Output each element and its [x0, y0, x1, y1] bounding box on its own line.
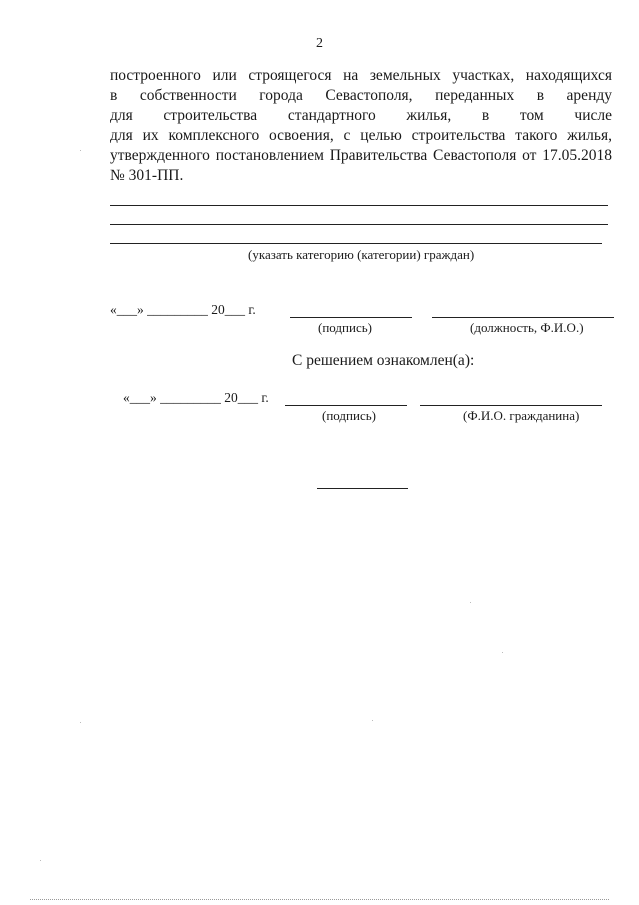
body-line: построенного или строящегося на земельных участках, находящихся — [110, 67, 612, 84]
body-line: для их комплексного освоения, с целью строительства такого жилья, — [110, 127, 612, 144]
scan-speck — [40, 860, 41, 861]
body-paragraph — [110, 66, 612, 186]
body-line: утвержденного постановлением Правительства Севастополя от 17.05.2018 — [110, 147, 612, 164]
scan-speck — [80, 722, 81, 723]
body-line: для строительства стандартного жилья, в том числе — [110, 107, 612, 124]
position-name-line — [432, 317, 614, 318]
body-line: в собственности города Севастополя, переданных в аренду — [110, 87, 612, 104]
scan-speck — [502, 652, 503, 653]
citizen-name-line — [420, 405, 602, 406]
signature-caption: (подпись) — [322, 408, 376, 423]
citizen-name-caption: (Ф.И.О. гражданина) — [463, 408, 580, 423]
scan-speck — [372, 720, 373, 721]
scan-edge — [30, 899, 609, 900]
fill-in-line — [110, 243, 602, 244]
end-separator — [317, 488, 408, 489]
signature-line — [290, 317, 412, 318]
decision-date: «___» _________ 20___ г. — [110, 302, 256, 317]
scan-speck — [80, 150, 81, 151]
signature-line — [285, 405, 407, 406]
body-line: № 301-ПП. — [110, 167, 184, 184]
position-name-caption: (должность, Ф.И.О.) — [470, 320, 584, 335]
acknowledgment-heading: С решением ознакомлен(а): — [292, 352, 475, 369]
fill-in-line — [110, 224, 608, 225]
category-caption: (указать категорию (категории) граждан) — [248, 247, 475, 262]
acknowledgment-date: «___» _________ 20___ г. — [123, 390, 269, 405]
scan-speck — [470, 602, 471, 603]
signature-caption: (подпись) — [318, 320, 372, 335]
page-number: 2 — [316, 36, 323, 51]
fill-in-line — [110, 205, 608, 206]
